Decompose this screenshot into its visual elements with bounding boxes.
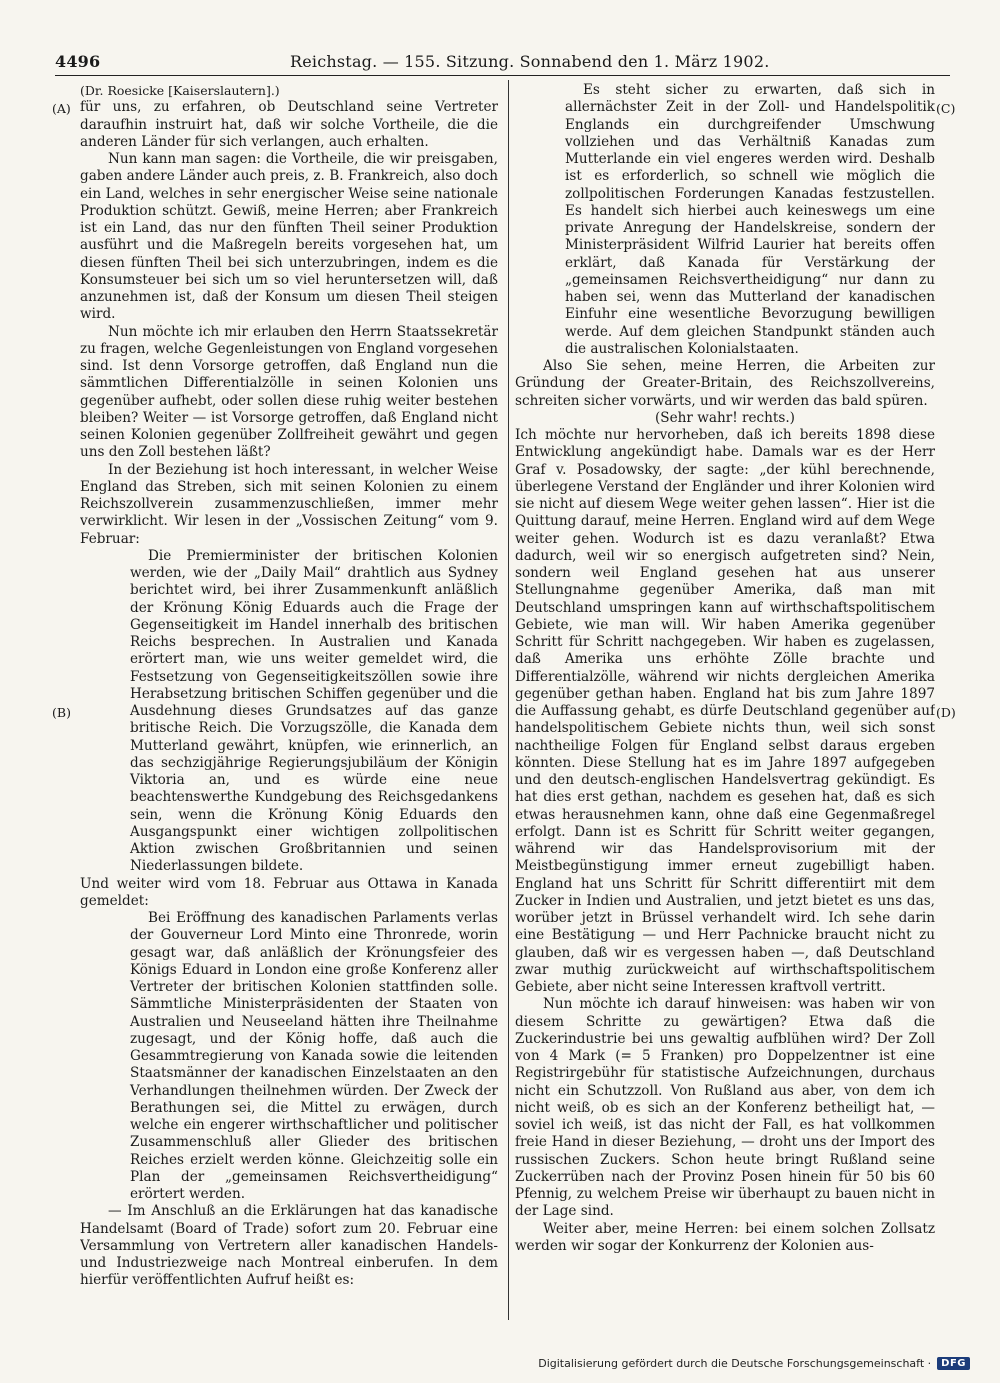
margin-marker-b: (B) [52, 705, 71, 720]
digitization-credit [538, 1353, 970, 1373]
credit-text: Digitalisierung gefördert durch die Deutsche Forschungsgemeinschaft · [538, 1356, 932, 1370]
paragraph: Nun kann man sagen: die Vortheile, die wir preisgaben, gaben andere Länder auch preis, z. B. Frankreich, also doch ein Land, welches in sehr energischer Weise seine nationale Produktion schützt. Gewiß, meine Herren; aber Frankreich ist ein Land, das nur den fünften Theil seiner Produktion ausführt und die Maßregeln bereits vorgesehen hat, um diesen fünften Theil bei sich unterzubringen, indem es die Konsumsteuer bei sich um so viel heruntersetzen will, daß anzunehmen ist, daß der Konsum um diesen Theil steigen wird. [80, 151, 498, 323]
dfg-logo: DFG [937, 1357, 970, 1370]
paragraph: Also Sie sehen, meine Herren, die Arbeiten zur Gründung der Greater-Britain, des Reichszollvereins, schreiten sicher vorwärts, und wir werden das bald spüren. [515, 358, 935, 409]
paragraph: — Im Anschluß an die Erklärungen hat das kanadische Handelsamt (Board of Trade) sofort zum 20. Februar eine Versammlung von Vertretern aller kanadischen Handels- und Industriezweige nach Montreal einberufen. In dem hierfür veröffentlichten Aufruf heißt es: [80, 1203, 498, 1289]
quotation [130, 548, 498, 876]
page-header [55, 50, 950, 78]
running-head: Reichstag. — 155. Sitzung. Sonnabend den 1. März 1902. [290, 52, 770, 71]
quotation-text: Bei Eröffnung des kanadischen Parlaments verlas der Gouverneur Lord Minto eine Thronrede, worin gesagt war, daß anläßlich der Krönungsfeier des Königs Eduard in London eine große Konferenz aller Vertreter der britischen Kolonien stattfinden solle. Sämmtliche Ministerpräsidenten der Staaten von Australien und Neuseeland hätten ihre Theilnahme zugesagt, und der König hoffe, daß auch die Gesammtregierung von Kanada sowie die leitenden Staatsmänner der kanadischen Einzelstaaten an den Verhandlungen theilnehmen würden. Der Zweck der Berathungen sei, die Mittel zu erwägen, durch welche ein engerer wirthschaftlicher und politischer Zusammenschluß aller Glieder des britischen Reiches erzielt werden könne. Gleichzeitig solle ein Plan der „gemeinsamen Reichsvertheidigung“ erörtert werden. [130, 910, 498, 1202]
column-divider [508, 80, 509, 1320]
paragraph: Weiter aber, meine Herren: bei einem solchen Zollsatz werden wir sogar der Konkurrenz der Kolonien aus- [515, 1220, 935, 1254]
paragraph: Nun möchte ich mir erlauben den Herrn Staatssekretär zu fragen, welche Gegenleistungen von England vorgesehen sind. Ist denn Vorsorge getroffen, daß England nun die sämmtlichen Differentialzölle in seinen Kolonien uns gegenüber aufhebt, oder sollen diese ruhig weiter bestehen bleiben? Weiter — ist Vorsorge getroffen, daß England nicht seinen Kolonien gegenüber Zollfreiheit gewährt und gegen uns den Zoll bestehen läßt? [80, 323, 498, 461]
quotation [130, 910, 498, 1203]
paragraph: für uns, zu erfahren, ob Deutschland seine Vertreter daraufhin instruirt hat, daß wir solche Vortheile, die die anderen Länder für sich verlangen, auch erhalten. [80, 99, 498, 150]
quotation-text: Es steht sicher zu erwarten, daß sich in allernächster Zeit in der Zoll- und Handelspolitik Englands ein durchgreifender Umschwung vollziehen und das Verhältniß Kanadas zum Mutterlande ein viel engeres werden wird. Deshalb ist es erforderlich, so schnell wie möglich die zollpolitischen Forderungen Kanadas festzustellen. Es handelt sich hierbei auch keineswegs um eine private Anregung der Handelskreise, sondern der Ministerpräsident Wilfrid Laurier hat bereits offen erklärt, daß Kanada für Verstärkung der „gemeinsamen Reichsvertheidigung“ nur dann zu haben sei, wenn das Mutterland der kanadischen Einfuhr eine wesentliche Bevorzugung bewilligen werde. Auf dem gleichen Standpunkt ständen auch die australischen Kolonialstaaten. [565, 82, 935, 357]
paragraph: Nun möchte ich darauf hinweisen: was haben wir von diesem Schritte zu gewärtigen? Etwa daß die Zuckerindustrie bei uns gewaltig aufblühen wird? Der Zoll von 4 Mark (= 5 Franken) pro Doppelzentner ist eine Registrirgebühr für statistische Aufzeichnungen, durchaus nicht ein Schutzzoll. Von Rußland aus aber, von dem ich nicht weiß, ob es sich an der Konferenz betheiligt hat, — soviel ich weiß, ist das nicht der Fall, es hat vollkommen freie Hand in dieser Beziehung, — droht uns der Import des russischen Zuckers. Schon heute bringt Rußland seine Zuckerrüben nach der Provinz Posen hinein für 50 bis 60 Pfennig, zu welchem Preise wir überhaupt zu bauen nicht in der Lage sind. [515, 996, 935, 1220]
right-column [515, 82, 935, 1327]
margin-marker-a: (A) [52, 101, 71, 116]
interjection: (Sehr wahr! rechts.) [655, 409, 795, 426]
paragraph: In der Beziehung ist hoch interessant, in welcher Weise England das Streben, sich mit seinen Kolonien zu einem Reichszollverein zusammenzuschließen, immer mehr verwirklicht. Wir lesen in der „Vossischen Zeitung“ vom 9. Februar: [80, 461, 498, 547]
left-column [80, 82, 498, 1327]
paragraph: Ich möchte nur hervorheben, daß ich bereits 1898 diese Entwicklung angekündigt habe. Damals war es der Herr Graf v. Posadowsky, der sagte: „der kühl berechnende, überlegene Verstand der Engländer und ihrer Kolonien wird sie nicht auf diesem Wege weiter gehen lassen“. Hier ist die Quittung darauf, meine Herren. England wird auf dem Wege weiter gehen. Wodurch ist es dazu veranlaßt? Etwa dadurch, weil wir so energisch aufgetreten sind? Nein, sondern weil England gesehen hat aus unserer Stellungnahme gegenüber Amerika, daß man mit Deutschland umspringen kann auf wirthschaftspolitischem Gebiete, wie man will. Wir haben Amerika gegenüber Schritt für Schritt nachgegeben. Wir haben es zugelassen, daß Amerika uns erhöhte Zölle brachte und Differentialzölle, während wir nichts dergleichen Amerika gegenüber gethan haben. England hat bis zum Jahre 1897 die Auffassung gehabt, es dürfe Deutschland gegenüber auf handelspolitischem Gebiete nichts thun, weil sich sonst nachtheilige Folgen für England selbst daraus ergeben könnten. Diese Stellung hat es im Jahre 1897 aufgegeben und den deutsch-englischen Handelsvertrag gekündigt. Es hat dies erst gethan, nachdem es gesehen hat, daß es sich etwas herausnehmen kann, ohne daß eine Gegenmaßregel erfolgt. Dann ist es Schritt für Schritt weiter gegangen, während wir das Handelsprovisorium mit der Meistbegünstigung immer erneut zugebilligt haben. England hat uns Schritt für Schritt differentiirt mit dem Zucker in Indien und Australien, und jetzt bietet es uns das, worüber jetzt in Brüssel verhandelt wird. Ich sehe darin eine Bestätigung — und Herr Pachnicke braucht nicht zu glauben, daß wir es vergessen haben —, daß Deutschland zwar muthig zurückweicht auf wirthschaftspolitischem Gebiete, aber nicht seine Interessen kraftvoll vertritt. [515, 427, 935, 995]
margin-marker-d: (D) [936, 705, 956, 720]
quotation [565, 82, 935, 358]
margin-marker-c: (C) [936, 101, 956, 116]
paragraph: Und weiter wird vom 18. Februar aus Ottawa in Kanada gemeldet: [80, 875, 498, 909]
page-number: 4496 [55, 52, 101, 71]
speaker-note: (Dr. Roesicke [Kaiserslautern].) [80, 83, 280, 98]
header-rule [55, 75, 950, 76]
quotation-text: Die Premierminister der britischen Kolonien werden, wie der „Daily Mail“ drahtlich aus Sydney berichtet wird, bei ihrer Zusammenkunft anläßlich der Krönung König Eduards auch die Frage der Gegenseitigkeit im Handel innerhalb des britischen Reichs besprechen. In Australien und Kanada erörtert man, wie uns weiter gemeldet wird, die Festsetzung von Gegenseitigkeitszöllen sowie ihre Herabsetzung britischen Schiffen gegenüber und die Ausdehnung dieses Grundsatzes auf das ganze britische Reich. Die Vorzugszölle, die Kanada dem Mutterland gewährt, knüpfen, wie erinnerlich, an das sechzigjährige Regierungsjubiläum der Königin Viktoria an, und es würde eine neue beachtenswerthe Kundgebung des Reichsgedankens sein, wenn die Krönung König Eduards den Ausgangspunkt einer wichtigen zollpolitischen Aktion zwischen Großbritannien und seinen Niederlassungen bildete. [130, 547, 498, 875]
